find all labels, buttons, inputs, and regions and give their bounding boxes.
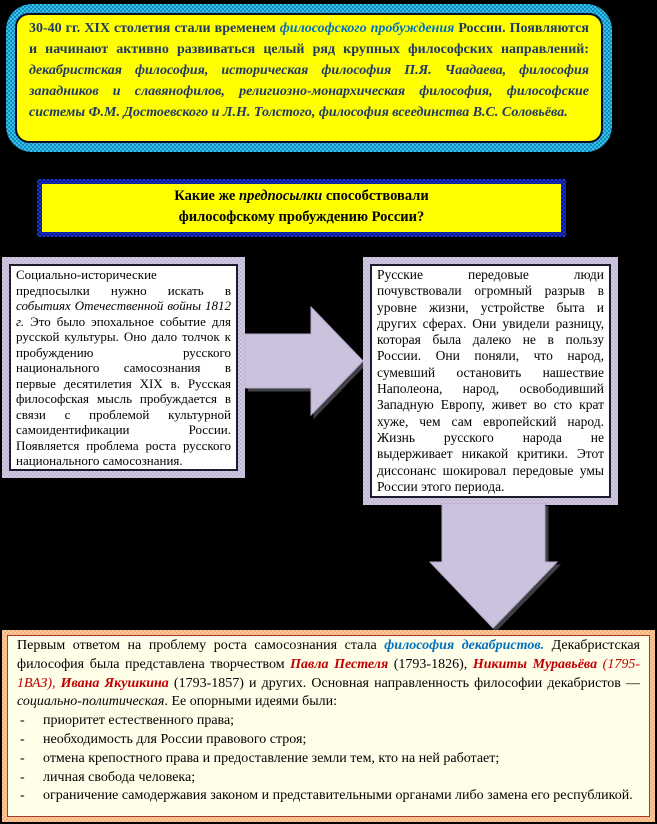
decembrist-segment-8: (1793-1857) и других. Основная направленность философии декабристов — [168, 675, 641, 691]
bullet-marker: - [20, 769, 25, 785]
decembrist-box [2, 630, 655, 822]
left-segment-2: Это было эпохальное событие для русской культуры. Оно дало толчок к пробуждению русского национального самосознания в первые десятилетия XIX в. Русская философская мысль пробуждается в связи с проблемой культурной самоидентификации России. Появляется проблема роста русского национального самосознания. [16, 313, 231, 468]
intro-segment-0: 30-40 гг. XIX столетия стали временем [29, 21, 280, 36]
decembrist-segment-6: (1795-1ВАЗ), [17, 656, 640, 691]
intro-segment-3: декабристская философия, историческая философия П.Я. Чаадаева, философия западников и славянофилов, религиозно-монархическая философия, философские системы Ф.М. Достоевского и Л.Н. Толстого, философия всеединства В.С. Соловьёва. [29, 63, 589, 120]
decembrist-segment-4: (1793-1826), [388, 656, 473, 672]
intro-paragraph [29, 18, 589, 123]
intro-box [6, 4, 612, 152]
question-line-1 [42, 186, 561, 207]
left-segment-0: Социально-исторические предпосылки нужно искать в [16, 267, 231, 298]
intro-box-inner [15, 13, 603, 143]
decembrist-segment-5: Никиты Муравьёва [472, 656, 598, 672]
bullet-item [17, 731, 640, 750]
question-segment-1: предпосылки [239, 188, 323, 204]
left-premises-box [2, 257, 245, 478]
intro-segment-1: философского пробуждения [279, 21, 455, 36]
right-observation-paragraph: Русские передовые люди почувствовали огромный разрыв в уровне жизни, устройстве быта и других сферах. Они увидели разницу, которая была далеко не в пользу России. Они поняли, что народ, сумевший остановить нашествие Наполеона, народ, освободивший Западную Европу, живет во сто крат хуже, чем сам европейский народ. Жизнь русского народа не выдерживает никакой критики. Этот диссонанс шокировал передовые умы России этого периода. [377, 267, 604, 494]
question-segment-2: способствовали [322, 188, 429, 204]
left-segment-1: событиях Отечественной войны 1812 г. [16, 298, 231, 329]
decembrist-segment-7: Ивана Якушкина [60, 675, 169, 691]
bullet-item [17, 787, 640, 806]
question-box [37, 179, 566, 237]
decembrist-segment-3: Павла Пестеля [290, 656, 389, 672]
bullet-marker: - [20, 788, 25, 804]
question-box-inner [42, 184, 561, 232]
intro-segment-2: России. Появляются и начинают активно развиваться целый ряд крупных философских направлений: [29, 21, 589, 57]
bullet-text: личная свобода человека; [43, 769, 196, 785]
right-arrow [245, 302, 365, 422]
right-observation-box [363, 257, 618, 505]
bullet-item [17, 712, 640, 731]
bullet-marker: - [20, 731, 25, 747]
bullet-marker: - [20, 750, 25, 766]
down-arrow [428, 503, 560, 629]
decembrist-intro-paragraph [17, 637, 640, 712]
decembrist-segment-0: Первым ответом на проблему роста самосознания стала [17, 638, 385, 653]
decembrist-segment-1: философия декабристов. [384, 638, 545, 653]
decembrist-box-inner [7, 635, 650, 817]
right-observation-box-inner [370, 264, 611, 498]
bullet-text: ограничение самодержавия законом и представительными органами либо замена его республикой. [43, 788, 633, 804]
decembrist-segment-9: социально-политическая [17, 694, 165, 710]
bullet-text: приоритет естественного права; [43, 713, 235, 729]
bullet-text: необходимость для России правового строя; [43, 731, 307, 747]
question-line-2: философскому пробуждению России? [178, 209, 425, 225]
decembrist-segment-2: Декабристская философия была представлена творчеством [17, 638, 640, 672]
left-premises-box-inner [9, 264, 238, 471]
decembrist-segment-10: . Ее опорными идеями были: [164, 694, 337, 710]
bullet-text: отмена крепостного права и предоставление земли тем, кто на ней работает; [43, 750, 500, 766]
bullet-marker: - [20, 713, 25, 729]
bullet-item [17, 769, 640, 788]
left-premises-paragraph [16, 267, 231, 469]
question-segment-0: Какие же [174, 188, 239, 204]
bullet-item [17, 750, 640, 769]
